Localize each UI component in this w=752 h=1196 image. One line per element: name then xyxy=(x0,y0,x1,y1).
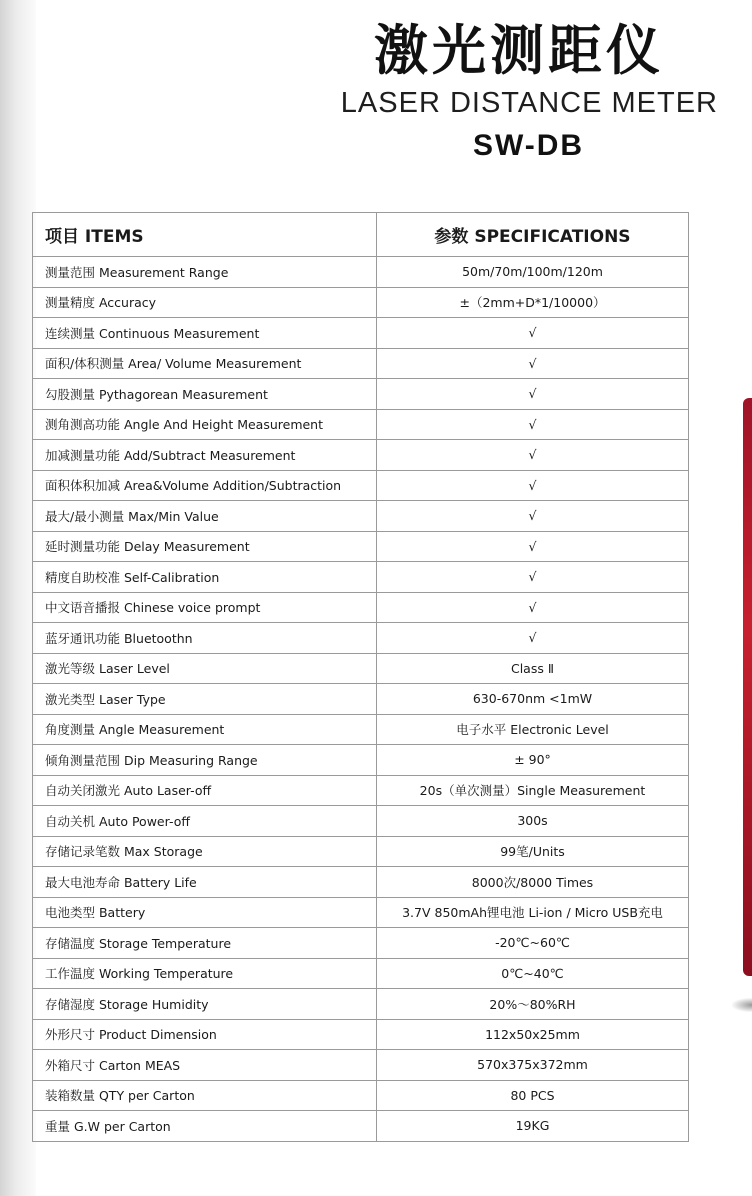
spec-cell: ± 90° xyxy=(377,745,689,776)
spec-cell: 50m/70m/100m/120m xyxy=(377,257,689,288)
table-row xyxy=(33,714,689,745)
spec-cell: Class Ⅱ xyxy=(377,653,689,684)
table-row xyxy=(33,867,689,898)
item-cell: 电池类型 Battery xyxy=(33,897,377,928)
table-row xyxy=(33,1080,689,1111)
item-cell: 连续测量 Continuous Measurement xyxy=(33,318,377,349)
page-title: 激光测距仪 xyxy=(374,19,664,82)
product-shadow xyxy=(732,998,752,1012)
item-cell: 蓝牙通讯功能 Bluetoothn xyxy=(33,623,377,654)
table-row xyxy=(33,653,689,684)
table-row xyxy=(33,836,689,867)
spec-cell: √ xyxy=(377,501,689,532)
table-row xyxy=(33,1019,689,1050)
spec-cell: 0℃~40℃ xyxy=(377,958,689,989)
spec-cell: √ xyxy=(377,379,689,410)
header-items: 项目 ITEMS xyxy=(33,213,377,257)
table-row xyxy=(33,531,689,562)
table-row xyxy=(33,562,689,593)
table-row xyxy=(33,806,689,837)
item-cell: 存储温度 Storage Temperature xyxy=(33,928,377,959)
table-row xyxy=(33,379,689,410)
table-row xyxy=(33,928,689,959)
spec-cell: ±（2mm+D*1/10000） xyxy=(377,287,689,318)
spec-cell: √ xyxy=(377,470,689,501)
item-cell: 精度自助校准 Self-Calibration xyxy=(33,562,377,593)
table-row xyxy=(33,287,689,318)
item-cell: 重量 G.W per Carton xyxy=(33,1111,377,1142)
table-row xyxy=(33,470,689,501)
table-row xyxy=(33,409,689,440)
item-cell: 外形尺寸 Product Dimension xyxy=(33,1019,377,1050)
spec-cell: √ xyxy=(377,531,689,562)
table-row xyxy=(33,775,689,806)
item-cell: 角度测量 Angle Measurement xyxy=(33,714,377,745)
specifications-table xyxy=(32,212,689,1142)
spec-cell: 20%～80%RH xyxy=(377,989,689,1020)
item-cell: 面积/体积测量 Area/ Volume Measurement xyxy=(33,348,377,379)
item-cell: 测量精度 Accuracy xyxy=(33,287,377,318)
item-cell: 装箱数量 QTY per Carton xyxy=(33,1080,377,1111)
item-cell: 自动关闭激光 Auto Laser-off xyxy=(33,775,377,806)
item-cell: 倾角测量范围 Dip Measuring Range xyxy=(33,745,377,776)
item-cell: 测角测高功能 Angle And Height Measurement xyxy=(33,409,377,440)
item-cell: 最大电池寿命 Battery Life xyxy=(33,867,377,898)
table-header-row xyxy=(33,213,689,257)
item-cell: 延时测量功能 Delay Measurement xyxy=(33,531,377,562)
spec-cell: 80 PCS xyxy=(377,1080,689,1111)
spec-cell: -20℃~60℃ xyxy=(377,928,689,959)
spec-cell: 3.7V 850mAh锂电池 Li-ion / Micro USB充电 xyxy=(377,897,689,928)
table-row xyxy=(33,257,689,288)
item-cell: 最大/最小测量 Max/Min Value xyxy=(33,501,377,532)
item-cell: 激光等级 Laser Level xyxy=(33,653,377,684)
spec-cell: √ xyxy=(377,348,689,379)
table-row xyxy=(33,1111,689,1142)
item-cell: 激光类型 Laser Type xyxy=(33,684,377,715)
table-row xyxy=(33,440,689,471)
item-cell: 外箱尺寸 Carton MEAS xyxy=(33,1050,377,1081)
spec-cell: 99笔/Units xyxy=(377,836,689,867)
item-cell: 工作温度 Working Temperature xyxy=(33,958,377,989)
page-subtitle: LASER DISTANCE METER xyxy=(340,87,718,119)
header-specifications: 参数 SPECIFICATIONS xyxy=(377,213,689,257)
spec-cell: 20s（单次测量）Single Measurement xyxy=(377,775,689,806)
page-edge-shadow xyxy=(0,0,36,1196)
spec-cell: 570x375x372mm xyxy=(377,1050,689,1081)
product-edge-image xyxy=(743,398,752,976)
spec-cell: √ xyxy=(377,318,689,349)
item-cell: 勾股测量 Pythagorean Measurement xyxy=(33,379,377,410)
table-row xyxy=(33,348,689,379)
spec-cell: 电子水平 Electronic Level xyxy=(377,714,689,745)
item-cell: 存储湿度 Storage Humidity xyxy=(33,989,377,1020)
table-row xyxy=(33,989,689,1020)
spec-cell: √ xyxy=(377,623,689,654)
spec-cell: √ xyxy=(377,562,689,593)
table-row xyxy=(33,745,689,776)
item-cell: 自动关机 Auto Power-off xyxy=(33,806,377,837)
table-row xyxy=(33,592,689,623)
item-cell: 面积体积加减 Area&Volume Addition/Subtraction xyxy=(33,470,377,501)
model-number: SW-DB xyxy=(473,129,585,162)
table-row xyxy=(33,958,689,989)
item-cell: 中文语音播报 Chinese voice prompt xyxy=(33,592,377,623)
spec-cell: 8000次/8000 Times xyxy=(377,867,689,898)
table-row xyxy=(33,623,689,654)
table-row xyxy=(33,501,689,532)
item-cell: 测量范围 Measurement Range xyxy=(33,257,377,288)
spec-cell: √ xyxy=(377,409,689,440)
spec-cell: √ xyxy=(377,440,689,471)
spec-cell: 19KG xyxy=(377,1111,689,1142)
table-row xyxy=(33,1050,689,1081)
table-body xyxy=(33,257,689,1142)
item-cell: 加减测量功能 Add/Subtract Measurement xyxy=(33,440,377,471)
spec-cell: 300s xyxy=(377,806,689,837)
spec-cell: √ xyxy=(377,592,689,623)
table-row xyxy=(33,684,689,715)
spec-cell: 112x50x25mm xyxy=(377,1019,689,1050)
table-row xyxy=(33,897,689,928)
item-cell: 存储记录笔数 Max Storage xyxy=(33,836,377,867)
table-row xyxy=(33,318,689,349)
spec-cell: 630-670nm <1mW xyxy=(377,684,689,715)
